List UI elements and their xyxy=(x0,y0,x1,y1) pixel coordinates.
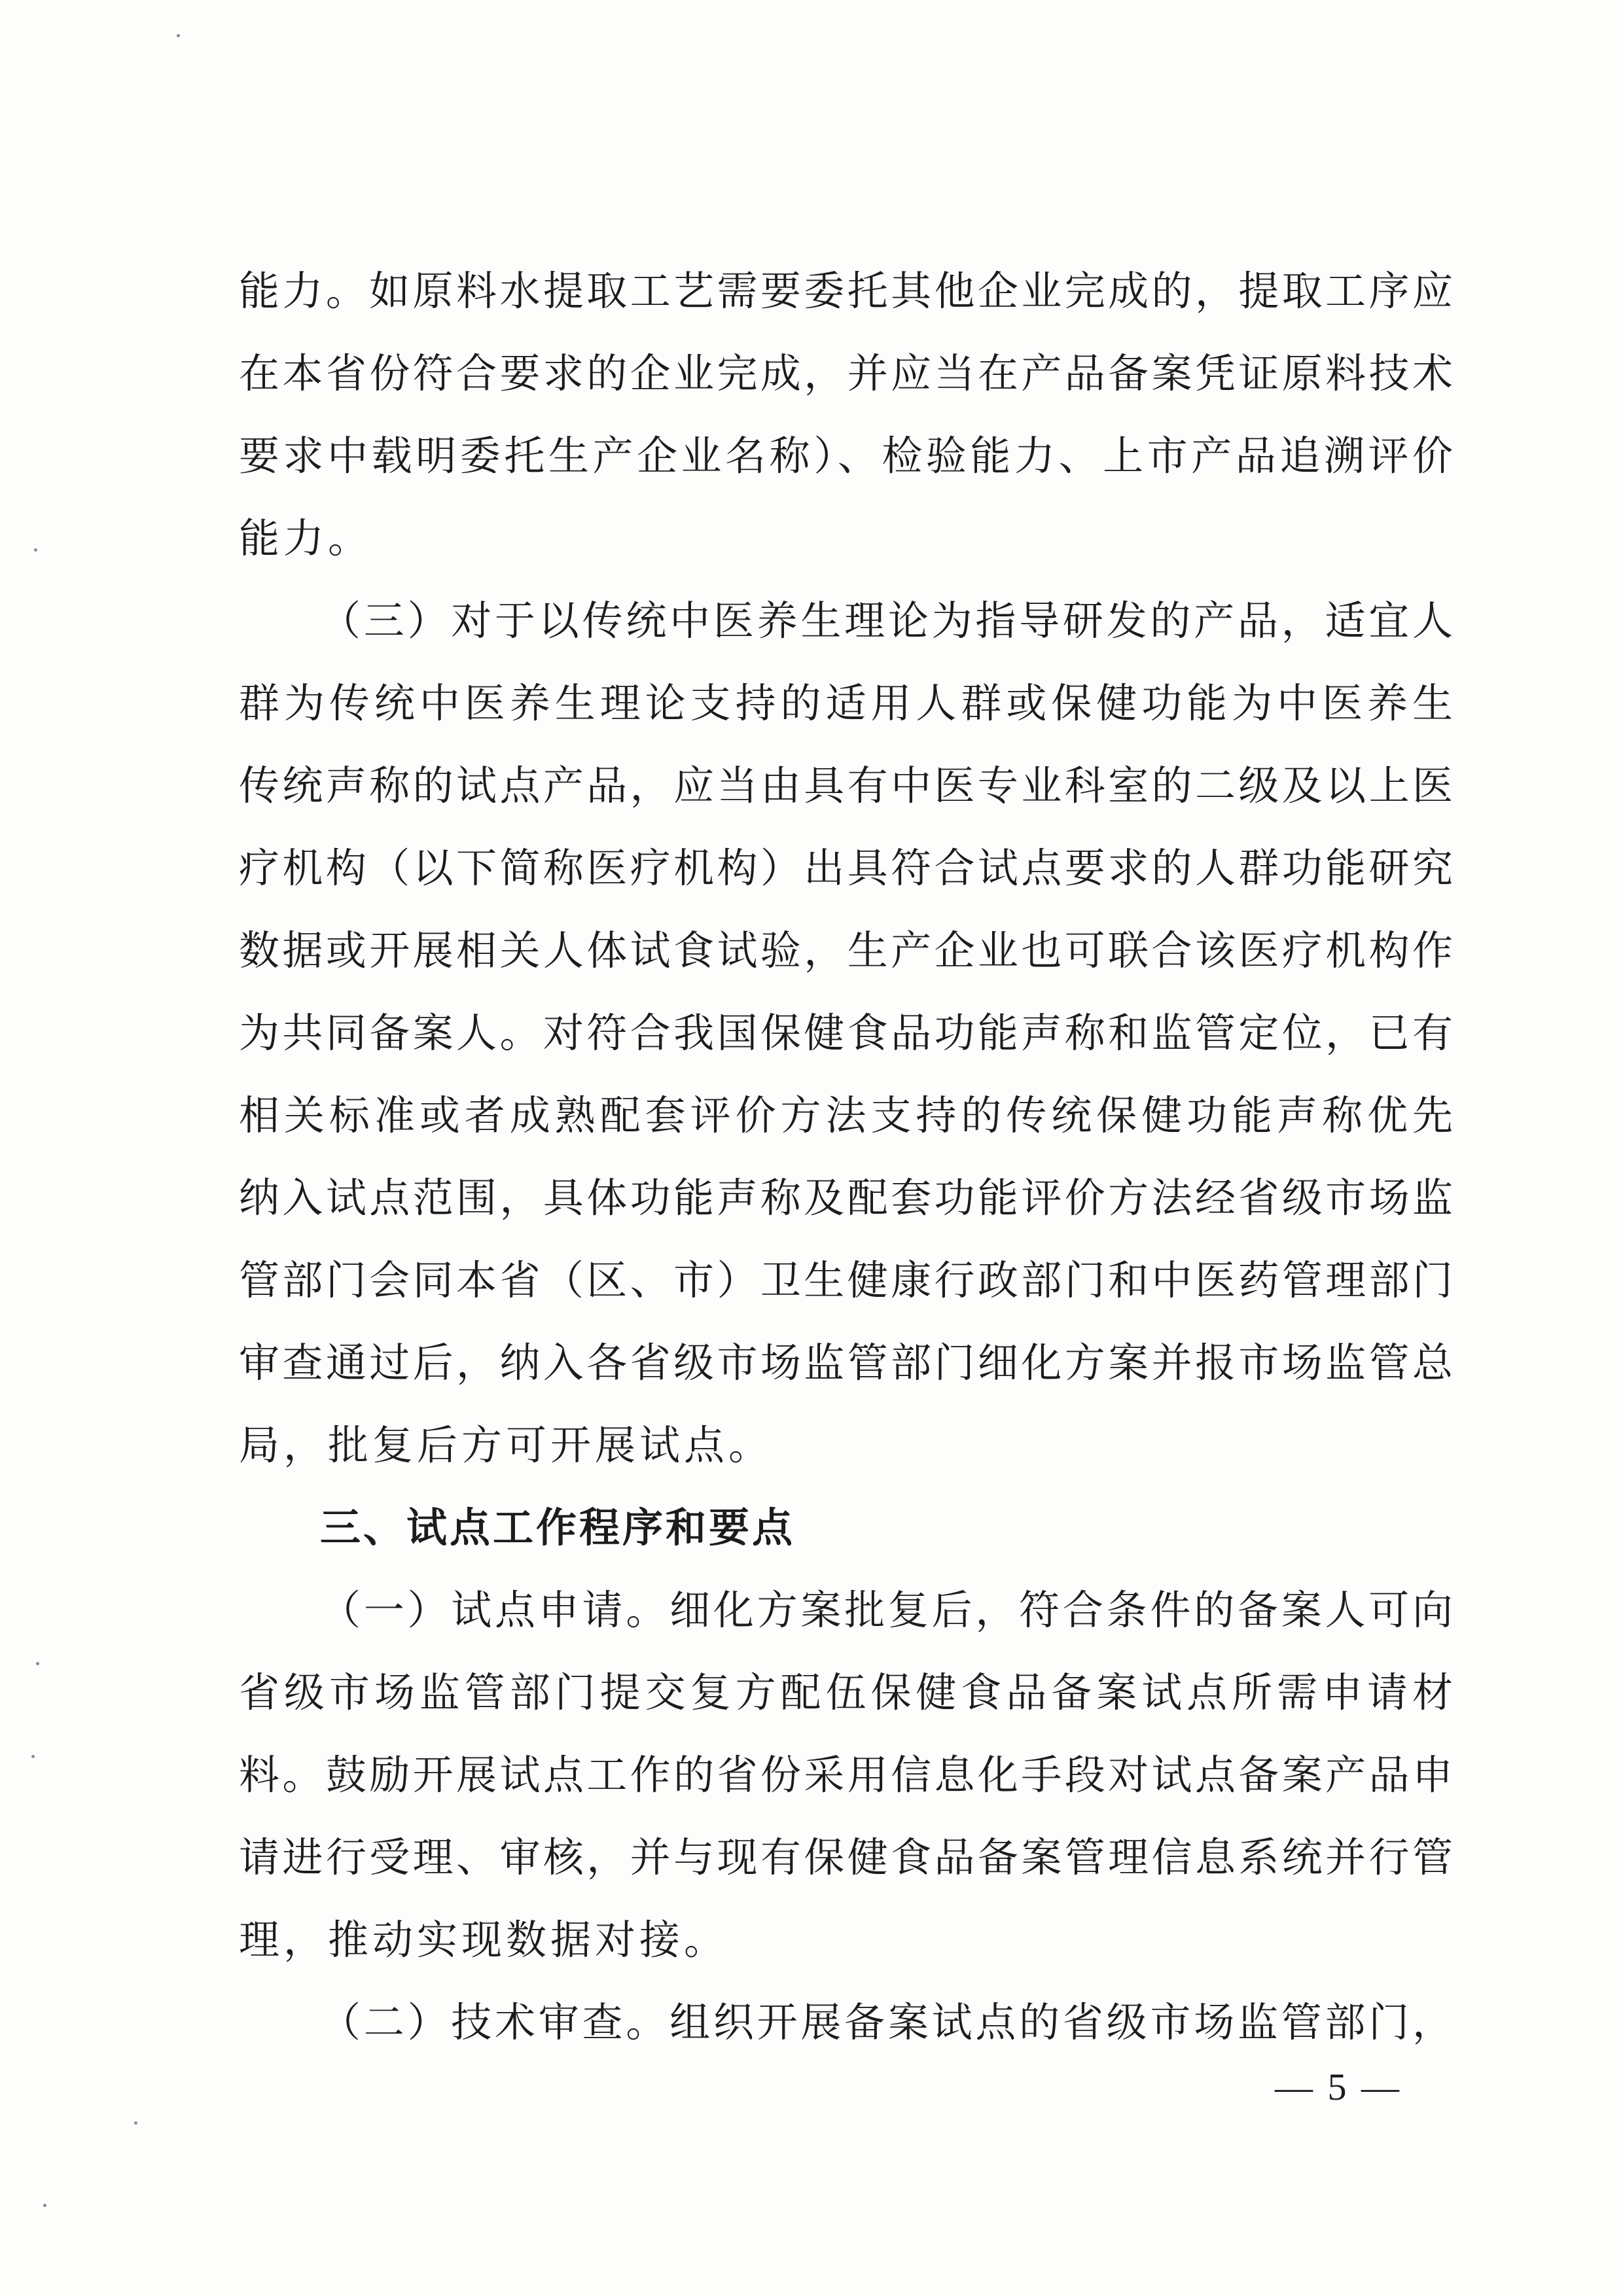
scan-speck xyxy=(34,548,37,552)
text-line: 管部门会同本省（区、市）卫生健康行政部门和中医药管理部门 xyxy=(239,1256,1453,1304)
text-line: 要求中载明委托生产企业名称）、检验能力、上市产品追溯评价 xyxy=(239,432,1453,480)
text-line: （一）试点申请。细化方案批复后，符合条件的备案人可向 xyxy=(320,1586,1453,1634)
text-line: 省级市场监管部门提交复方配伍保健食品备案试点所需申请材 xyxy=(239,1669,1453,1716)
text-line: 局，批复后方可开展试点。 xyxy=(239,1421,774,1469)
text-line: 群为传统中医养生理论支持的适用人群或保健功能为中医养生 xyxy=(239,679,1453,727)
text-line: 审查通过后，纳入各省级市场监管部门细化方案并报市场监管总 xyxy=(239,1339,1453,1386)
text-line: 请进行受理、审核，并与现有保健食品备案管理信息系统并行管 xyxy=(239,1833,1453,1881)
document-body xyxy=(239,250,1453,2064)
text-line: 相关标准或者成熟配套评价方法支持的传统保健功能声称优先 xyxy=(239,1091,1453,1139)
text-line: 为共同备案人。对符合我国保健食品功能声称和监管定位，已有 xyxy=(239,1009,1453,1057)
page-number: — 5 — xyxy=(1275,2066,1402,2108)
text-line: 疗机构（以下简称医疗机构）出具符合试点要求的人群功能研究 xyxy=(239,844,1453,892)
text-line: 在本省份符合要求的企业完成，并应当在产品备案凭证原料技术 xyxy=(239,349,1453,397)
text-line: 传统声称的试点产品，应当由具有中医专业科室的二级及以上医 xyxy=(239,762,1453,809)
section-heading: 三、试点工作程序和要点 xyxy=(320,1504,796,1551)
text-line: 数据或开展相关人体试食试验，生产企业也可联合该医疗机构作 xyxy=(239,927,1453,974)
text-line: 纳入试点范围，具体功能声称及配套功能评价方法经省级市场监 xyxy=(239,1174,1453,1222)
text-line: 料。鼓励开展试点工作的省份采用信息化手段对试点备案产品申 xyxy=(239,1751,1453,1799)
text-line: 能力。如原料水提取工艺需要委托其他企业完成的，提取工序应 xyxy=(239,267,1453,315)
text-line: 能力。 xyxy=(239,514,373,562)
text-line: 理，推动实现数据对接。 xyxy=(239,1916,729,1964)
scan-speck xyxy=(36,1662,39,1665)
scan-speck xyxy=(31,1755,35,1758)
text-line: （二）技术审查。组织开展备案试点的省级市场监管部门， xyxy=(320,1998,1453,2046)
text-line: （三）对于以传统中医养生理论为指导研发的产品，适宜人 xyxy=(320,597,1453,645)
scan-speck xyxy=(134,2121,137,2125)
scan-speck xyxy=(177,34,180,37)
scan-speck xyxy=(43,2204,46,2207)
